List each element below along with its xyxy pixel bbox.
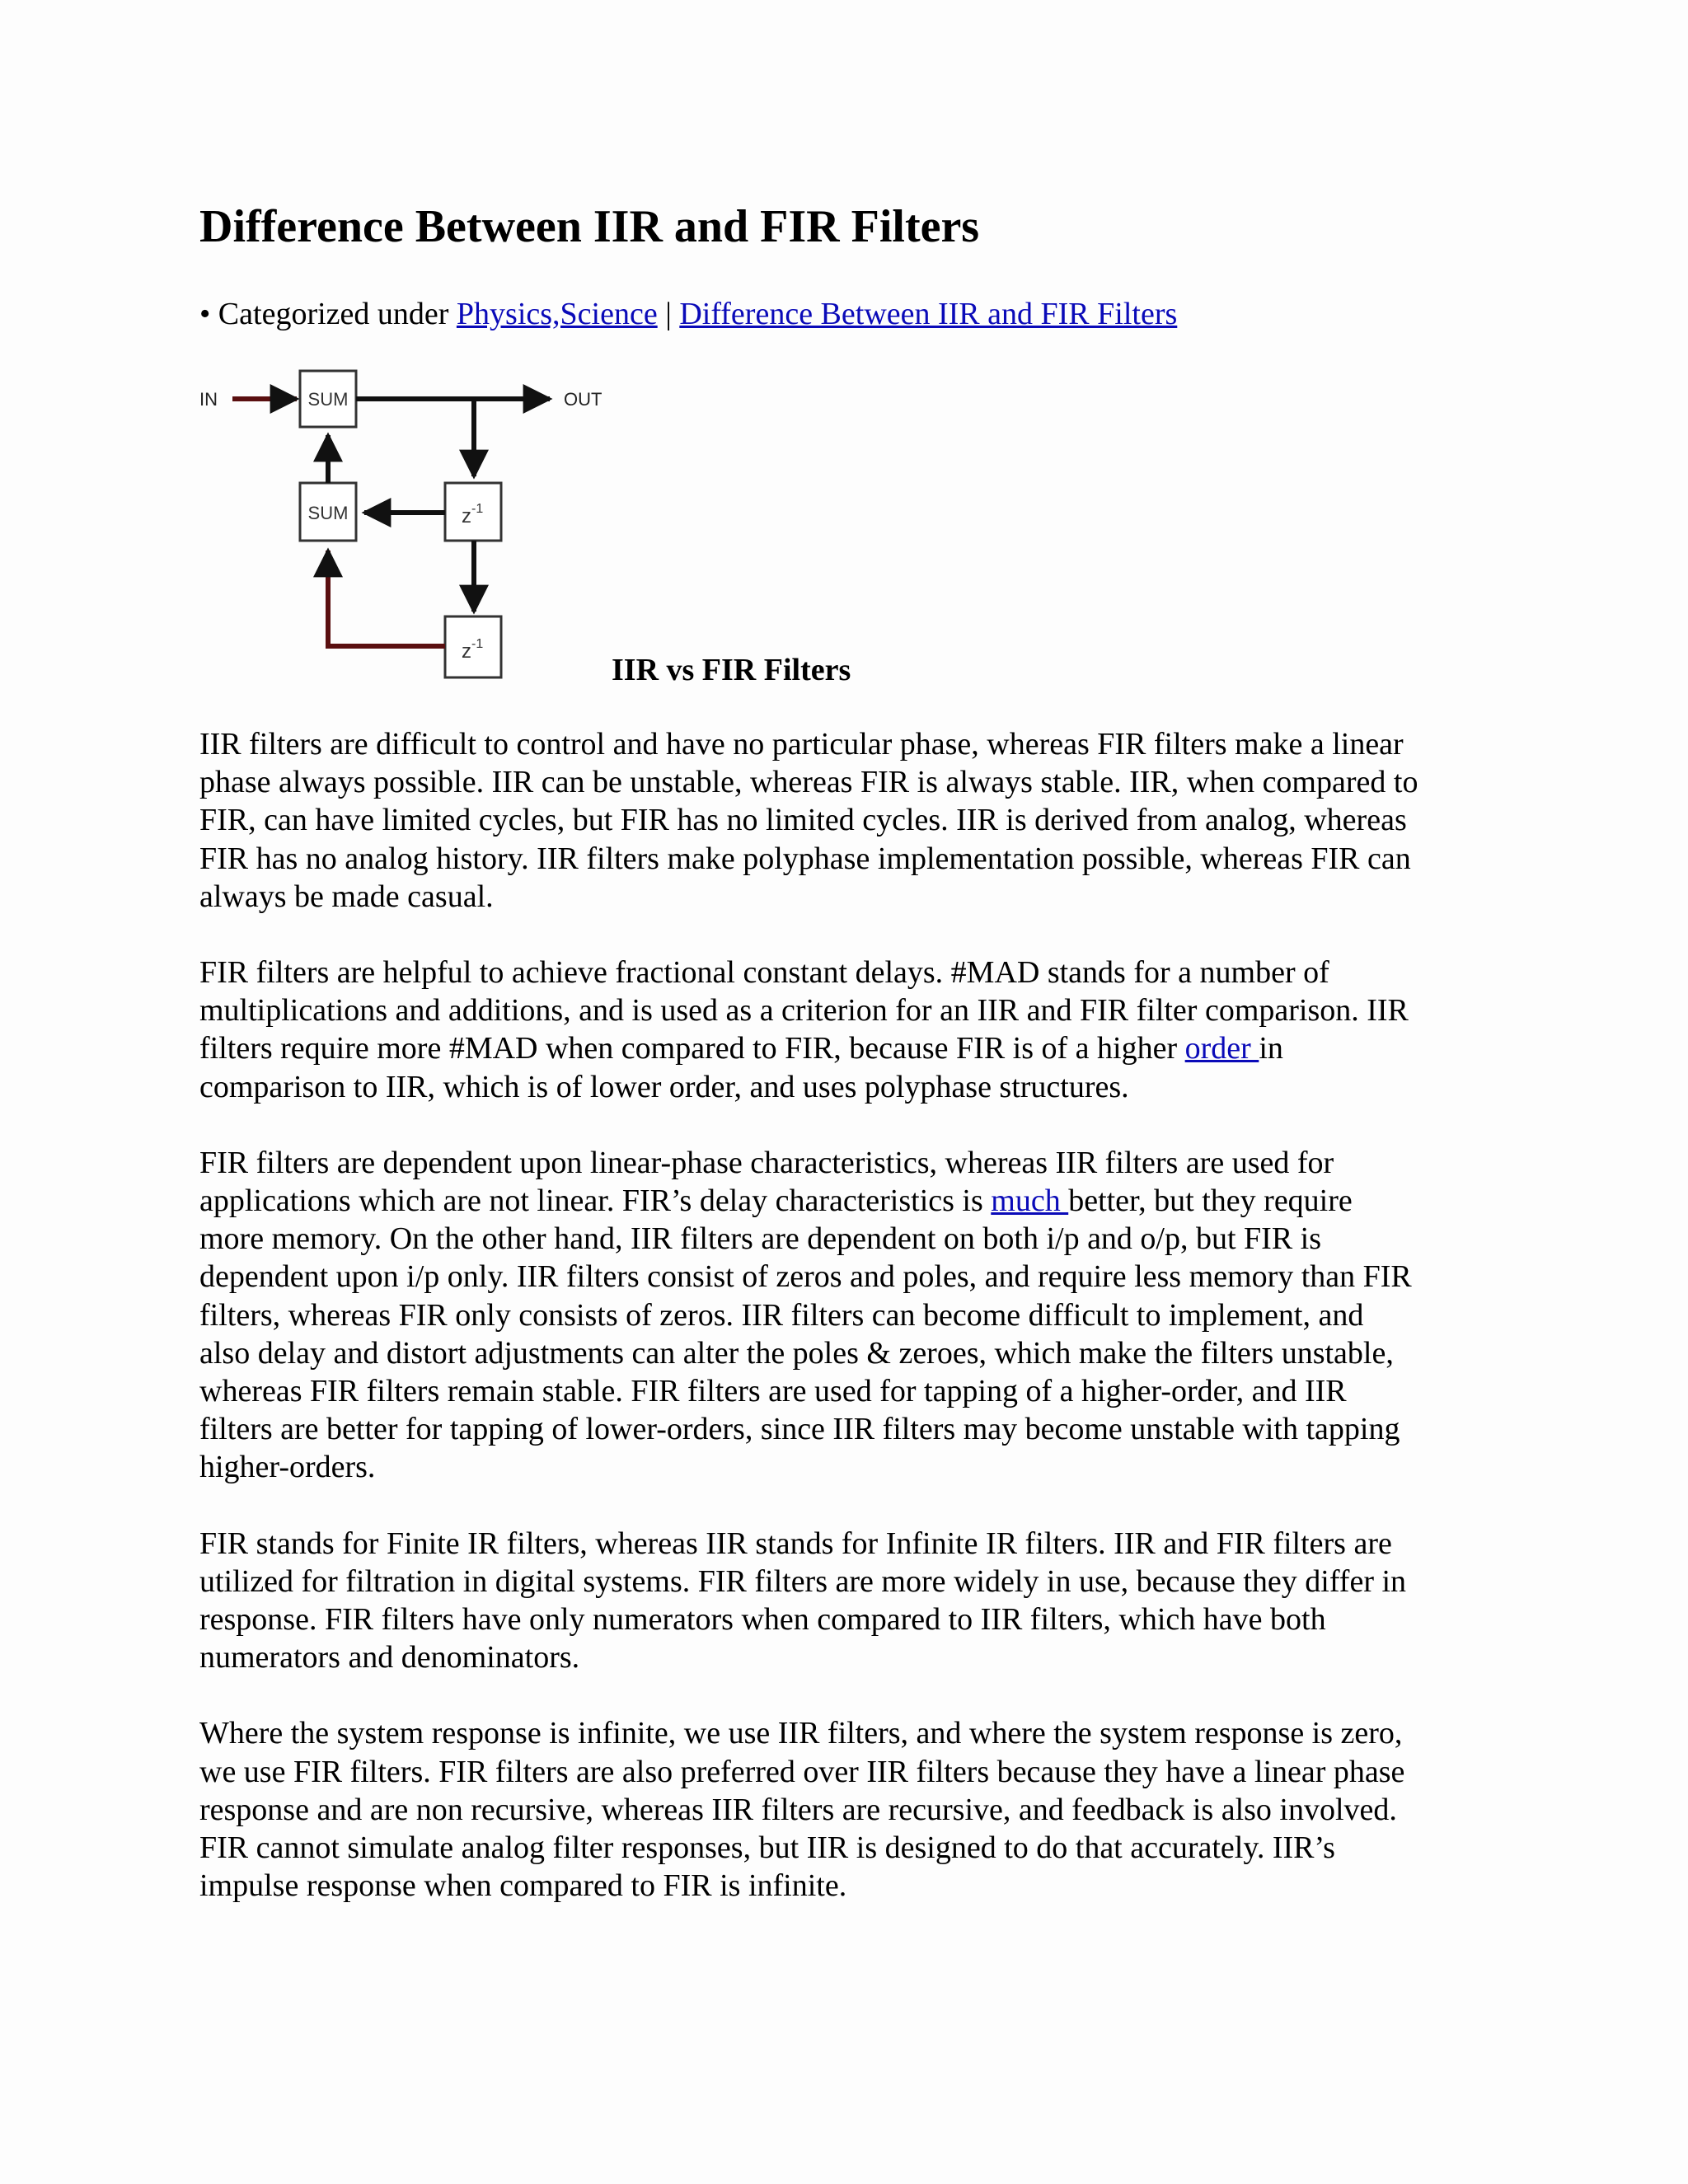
category-separator: | — [657, 297, 680, 331]
paragraph-2-text-a: FIR filters are helpful to achieve fractional constant delays. #MAD stands for a number of multiplications and additions, and is used as a criterion for an IIR and FIR filter comparison. IIR filters require more #MAD when compared to FIR, because FIR is of a higher — [199, 955, 1409, 1066]
paragraph-2-text-b: in comparison to IIR, which is of lower order, and uses polyphase structures. — [199, 1031, 1283, 1104]
paragraph-3-text-a: FIR filters are dependent upon linear-phase characteristics, whereas IIR filters are used for applications which are not linear. FIR’s delay characteristics is — [199, 1145, 1334, 1219]
feedback-loop-line — [328, 551, 445, 646]
iir-block-diagram — [199, 368, 620, 689]
order-link[interactable]: order — [1184, 1031, 1259, 1066]
figure-caption: IIR vs FIR Filters — [612, 653, 851, 687]
sum-label-bottom: SUM — [307, 503, 349, 523]
out-label: OUT — [564, 389, 603, 410]
delay-label-2: $z^{-1}$ — [462, 637, 484, 663]
paragraph-2 — [199, 954, 1502, 1106]
article-body — [199, 725, 1502, 1943]
paragraph-5: Where the system response is infinite, we use IIR filters, and where the system response is zero, we use FIR filters. FIR filters are also preferred over IIR filters because they have a linear phase response and are non recursive, whereas IIR filters are recursive, and feedback is also involved. FIR cannot simulate analog filter responses, but IIR is designed to do that accurately. IIR’s impulse response when compared to FIR is infinite. — [199, 1716, 1405, 1904]
sum-label-top: SUM — [307, 389, 349, 410]
category-link[interactable]: Physics,Science — [456, 297, 658, 331]
category-prefix: • Categorized under — [199, 297, 457, 331]
delay-label-1: $z^{-1}$ — [462, 502, 484, 527]
in-label: IN — [199, 389, 218, 410]
page-title: Difference Between IIR and FIR Filters — [199, 201, 980, 252]
category-line — [199, 292, 1177, 336]
paragraph-1: IIR filters are difficult to control and have no particular phase, whereas FIR filters make a linear phase always possible. IIR can be unstable, whereas FIR is always stable. IIR, when compared to FIR, can have limited cycles, but FIR has no limited cycles. IIR is derived from analog, whereas FIR has no analog history. IIR filters make polyphase implementation possible, whereas FIR can always be made casual. — [199, 727, 1418, 914]
paragraph-3 — [199, 1144, 1502, 1487]
much-link[interactable]: much — [991, 1183, 1069, 1219]
paragraph-3-text-b: better, but they require more memory. On the other hand, IIR filters are dependent on both i/p and o/p, but FIR is dependent upon i/p only. IIR filters consist of zeros and poles, and require less memory than FIR filters, whereas FIR only consists of zeros. IIR filters can become difficult to implement, and also delay and distort adjustments can alter the poles & zeroes, which make the filters unstable, whereas FIR filters remain stable. FIR filters are used for tapping of a higher-order, and IIR filters are better for tapping of lower-orders, since IIR filters may become unstable with tapping higher-orders. — [199, 1183, 1412, 1485]
paragraph-4: FIR stands for Finite IR filters, whereas IIR stands for Infinite IR filters. IIR and FIR filters are utilized for filtration in digital systems. FIR filters are more widely in use, because they differ in response. FIR filters have only numerators when compared to IIR filters, which have both numerators and denominators. — [199, 1526, 1407, 1675]
article-link[interactable]: Difference Between IIR and FIR Filters — [679, 297, 1178, 331]
